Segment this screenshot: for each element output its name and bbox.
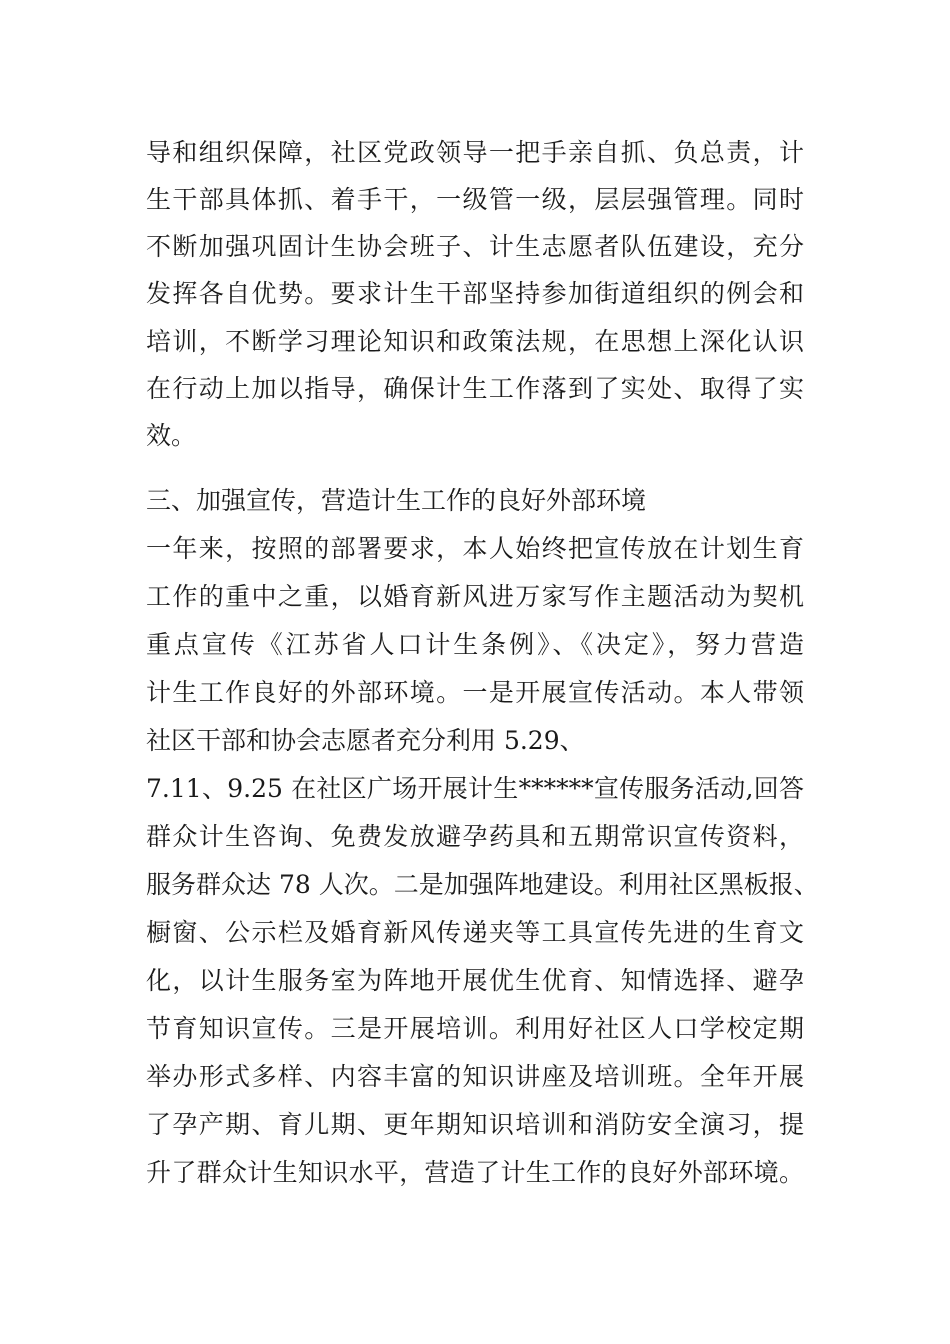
paragraph-line: 计生工作良好的外部环境。一是开展宣传活动。本人带领 [146, 678, 804, 707]
paragraph-line: 节育知识宣传。三是开展培训。利用好社区人口学校定期 [146, 1014, 804, 1043]
paragraph-line: 生干部具体抓、着手干，一级管一级，层层强管理。同时 [146, 185, 804, 214]
paragraph-line: 服务群众达 78 人次。二是加强阵地建设。利用社区黑板报、 [146, 870, 819, 899]
paragraph-line: 发挥各自优势。要求计生干部坚持参加街道组织的例会和 [146, 279, 804, 308]
section-heading: 三、加强宣传，营造计生工作的良好外部环境 [146, 486, 647, 515]
paragraph-line: 效。 [146, 421, 197, 450]
paragraph-line: 不断加强巩固计生协会班子、计生志愿者队伍建设，充分 [146, 232, 804, 261]
paragraph-line: 导和组织保障，社区党政领导一把手亲自抓、负总责，计 [146, 138, 804, 167]
paragraph-line: 群众计生咨询、免费发放避孕药具和五期常识宣传资料， [146, 822, 804, 851]
paragraph-line: 一年来，按照的部署要求，本人始终把宣传放在计划生育 [146, 534, 804, 563]
paragraph-line: 培训，不断学习理论知识和政策法规，在思想上深化认识 [146, 327, 804, 356]
paragraph-line: 在行动上加以指导，确保计生工作落到了实处、取得了实 [146, 374, 804, 403]
paragraph-line: 化，以计生服务室为阵地开展优生优育、知情选择、避孕 [146, 966, 804, 995]
paragraph-line: 社区干部和协会志愿者充分利用 5.29、 [146, 726, 585, 755]
paragraph-line: 工作的重中之重，以婚育新风进万家写作主题活动为契机 [146, 582, 804, 611]
paragraph-line: 7.11、9.25 在社区广场开展计生******宣传服务活动,回答 [146, 774, 804, 803]
paragraph-line: 升了群众计生知识水平，营造了计生工作的良好外部环境。 [146, 1158, 804, 1187]
paragraph-line: 橱窗、公示栏及婚育新风传递夹等工具宣传先进的生育文 [146, 918, 804, 947]
paragraph-line: 了孕产期、育儿期、更年期知识培训和消防安全演习，提 [146, 1110, 804, 1139]
paragraph-line: 举办形式多样、内容丰富的知识讲座及培训班。全年开展 [146, 1062, 804, 1091]
paragraph-line: 重点宣传《江苏省人口计生条例》、《决定》，努力营造 [146, 630, 804, 659]
